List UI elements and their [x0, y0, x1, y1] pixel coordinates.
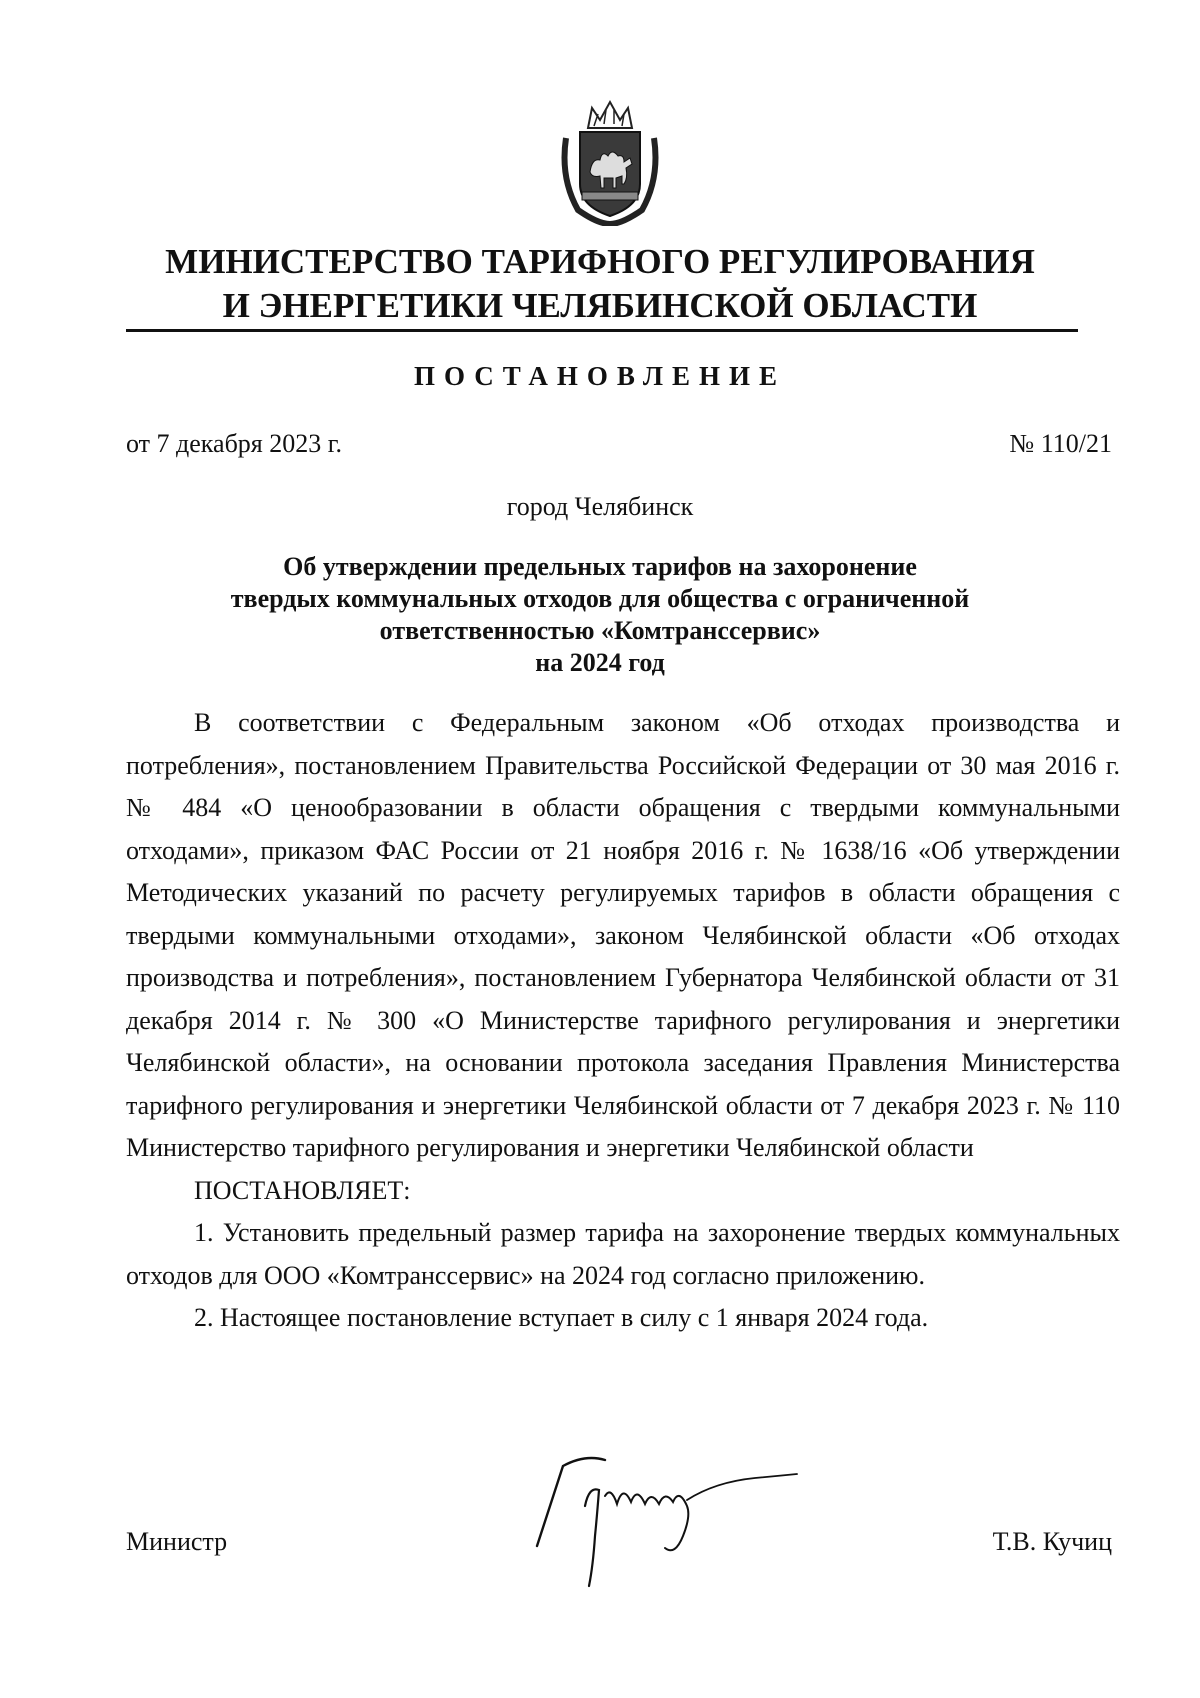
- chelyabinsk-coat-of-arms-icon: [558, 98, 662, 226]
- handwritten-signature-icon: [515, 1446, 815, 1596]
- subject-line4: на 2024 год: [535, 648, 665, 677]
- document-number: № 110/21: [1009, 429, 1112, 458]
- document-city: город Челябинск: [506, 492, 694, 521]
- subject-line2: твердых коммунальных отходов для общества с ограниченной: [230, 584, 970, 613]
- document-date: от 7 декабря 2023 г.: [126, 429, 342, 458]
- ministry-title-line1: МИНИСТЕРСТВО ТАРИФНОГО РЕГУЛИРОВАНИЯ: [165, 242, 1035, 281]
- item-1-paragraph: 1. Установить предельный размер тарифа на захоронение твердых коммунальных отходов для ООО «Комтранссервис» на 2024 год согласно приложению.: [126, 1218, 1120, 1290]
- subject-line1: Об утверждении предельных тарифов на захоронение: [283, 552, 917, 581]
- item-2-paragraph: 2. Настоящее постановление вступает в силу с 1 января 2024 года.: [194, 1303, 929, 1332]
- preamble-paragraph: В соответствии с Федеральным законом «Об отходах производства и потребления», постановлением Правительства Российской Федерации от 30 мая 2016 г. № 484 «О ценообразовании в области обращения с твердыми коммунальными отходами», приказом ФАС России от 21 ноября 2016 г. № 1638/16 «Об утверждении Методических указаний по расчету регулируемых тарифов в области обращения с твердыми коммунальными отходами», законом Челябинской области «Об отходах производства и потребления», постановлением Губернатора Челябинской области от 31 декабря 2014 г. № 300 «О Министерстве тарифного регулирования и энергетики Челябинской области», на основании протокола заседания Правления Министерства тарифного регулирования и энергетики Челябинской области от 7 декабря 2023 г. № 110 Министерство тарифного регулирования и энергетики Челябинской области: [126, 708, 1120, 1162]
- ministry-title: [0, 240, 1200, 328]
- document-subject: [190, 551, 1010, 679]
- signatory-role: Министр: [126, 1527, 228, 1556]
- document-type: ПОСТАНОВЛЕНИЕ: [413, 361, 787, 391]
- decree-word: ПОСТАНОВЛЯЕТ:: [194, 1175, 411, 1205]
- title-underline: [126, 329, 1078, 332]
- signatory-name: Т.В. Кучиц: [992, 1527, 1112, 1556]
- document-body: [126, 702, 1120, 1340]
- subject-line3: ответственностью «Комтранссервис»: [379, 616, 821, 645]
- ministry-title-line2: И ЭНЕРГЕТИКИ ЧЕЛЯБИНСКОЙ ОБЛАСТИ: [222, 286, 978, 325]
